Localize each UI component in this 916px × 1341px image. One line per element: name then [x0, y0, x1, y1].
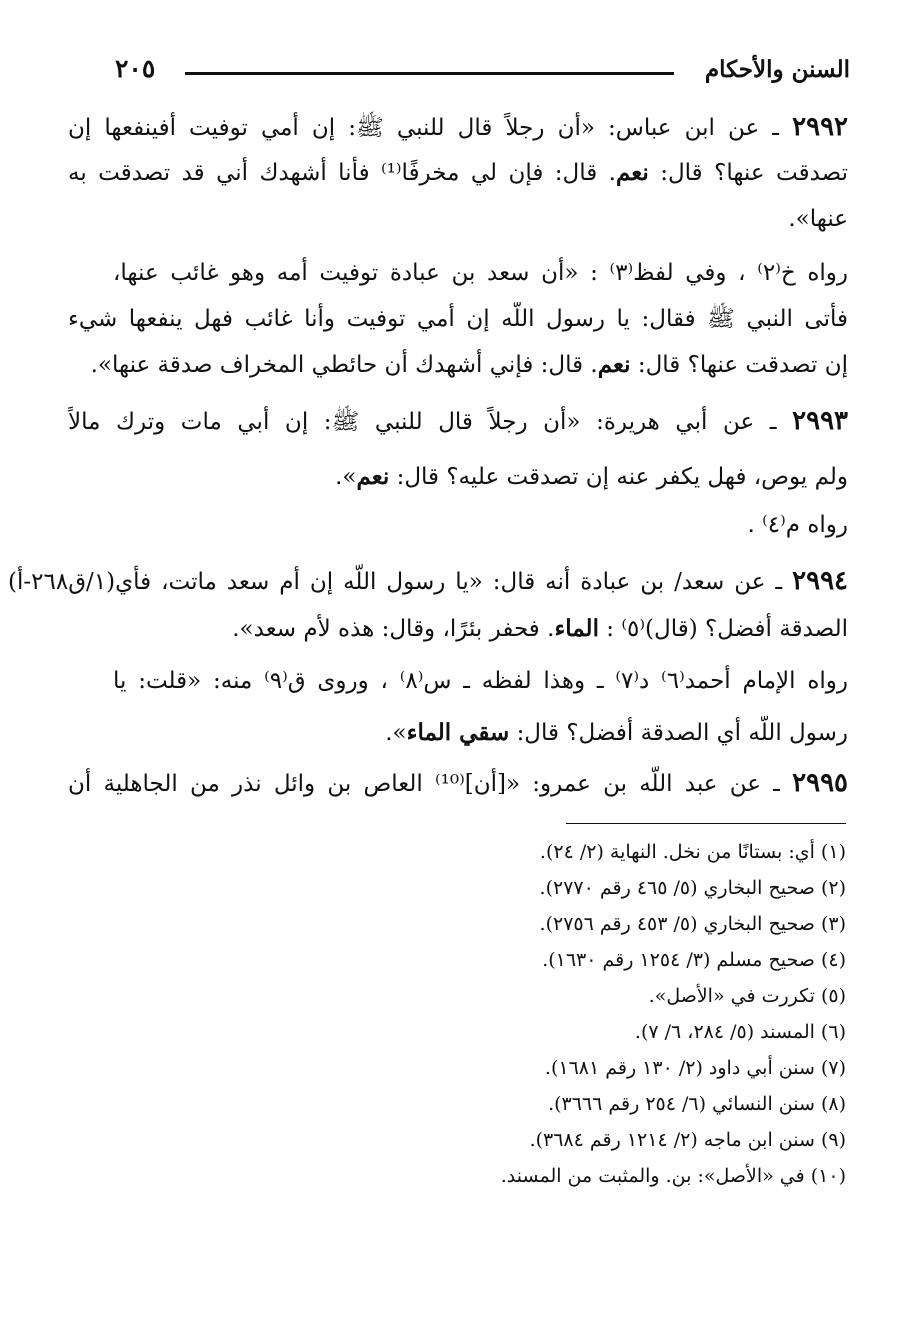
- narration-text: . قال: فإني أشهدك أن حائطي المخراف صدقة عنها».: [90, 352, 598, 378]
- narration-2992-line-1: [113, 256, 848, 290]
- footnote-2: (٢) صحيح البخاري (٥/ ٤٦٥ رقم ٢٧٧٠).: [539, 877, 846, 899]
- footnote-1: (١) أي: بستانًا من نخل. النهاية (٢/ ٢٤).: [539, 841, 846, 863]
- narration-text: إن تصدقت عنها؟ قال:: [637, 352, 848, 378]
- hadith-emphasis: الماء: [554, 615, 599, 642]
- narration-2992-line-2: [68, 302, 848, 336]
- hadith-text: ـ عن عبد اللّه بن عمرو: «[أن]⁽¹⁰⁾ العاص بن وائل نذر من الجاهلية أن: [68, 771, 780, 797]
- footnote-10: (١٠) في «الأصل»: بن. والمثبت من المسند.: [500, 1165, 846, 1187]
- hadith-2992-line-2: [68, 156, 848, 190]
- hadith-text: ـ عن أبي هريرة: «أن رجلاً قال للنبي ﷺ: إن أبي مات وترك مالاً: [68, 409, 777, 435]
- hadith-2993-line-1: [68, 404, 848, 439]
- hadith-text: عنها».: [788, 206, 848, 232]
- hadith-2994-line-1: [8, 564, 848, 599]
- hadith-emphasis: نعم: [356, 463, 390, 490]
- narration-text: رواه م⁽٤⁾ .: [747, 512, 848, 538]
- narration-emphasis: نعم: [597, 351, 631, 378]
- narration-2993-line-1: [113, 508, 848, 542]
- hadith-text: الصدقة أفضل؟ (قال)⁽٥⁾ :: [606, 616, 848, 642]
- footnote-3: (٣) صحيح البخاري (٥/ ٤٥٣ رقم ٢٧٥٦).: [539, 913, 846, 935]
- footnote-9: (٩) سنن ابن ماجه (٢/ ١٢١٤ رقم ٣٦٨٤).: [529, 1129, 846, 1151]
- hadith-text: ـ عن ابن عباس: «أن رجلاً قال للنبي ﷺ: إن أمي توفيت أفينفعها إن: [68, 115, 780, 141]
- header-rule: [185, 72, 674, 75]
- hadith-text: ولم يوص، فهل يكفر عنه إن تصدقت عليه؟ قال:: [396, 464, 848, 490]
- hadith-number: ٢٩٩٢: [792, 112, 848, 142]
- narration-text: رسول اللّه أي الصدقة أفضل؟ قال:: [516, 720, 848, 746]
- hadith-emphasis: نعم: [615, 159, 649, 186]
- hadith-2993-line-2: [68, 460, 848, 494]
- running-header: [115, 56, 850, 96]
- page-number: ٢٠٥: [115, 54, 156, 83]
- hadith-text: ».: [335, 464, 357, 490]
- narration-emphasis: سقي الماء: [406, 719, 510, 746]
- hadith-number: ٢٩٩٥: [792, 768, 848, 798]
- narration-text: فأتى النبي ﷺ فقال: يا رسول اللّه إن أمي توفيت وأنا غائب فهل ينفعها شيء: [68, 306, 848, 332]
- hadith-text: . فحفر بئرًا، وقال: هذه لأم سعد».: [232, 616, 555, 642]
- hadith-2995-line-1: [68, 766, 848, 801]
- narration-2994-line-1: [113, 664, 848, 698]
- footnote-8: (٨) سنن النسائي (٦/ ٢٥٤ رقم ٣٦٦٦).: [548, 1093, 846, 1115]
- footnote-7: (٧) سنن أبي داود (٢/ ١٣٠ رقم ١٦٨١).: [544, 1057, 846, 1079]
- footnote-4: (٤) صحيح مسلم (٣/ ١٢٥٤ رقم ١٦٣٠).: [542, 949, 846, 971]
- hadith-number: ٢٩٩٣: [792, 406, 848, 436]
- hadith-text: ـ عن سعد/ بن عبادة أنه قال: «يا رسول اللّه إن أم سعد ماتت، فأي(١/ق٢٦٨-أ): [8, 569, 783, 595]
- narration-2994-line-2: [68, 716, 848, 750]
- hadith-2992-line-1: [68, 110, 848, 145]
- narration-2992-line-3: [68, 348, 848, 382]
- hadith-2994-line-2: [68, 612, 848, 646]
- narration-text: رواه الإمام أحمد⁽٦⁾ د⁽٧⁾ ـ وهذا لفظه ـ س⁽٨⁾ ، وروى ق⁽٩⁾ منه: «قلت: يا: [113, 668, 848, 694]
- hadith-text: تصدقت عنها؟ قال:: [660, 160, 848, 186]
- footnote-6: (٦) المسند (٥/ ٢٨٤، ٦/ ٧).: [634, 1021, 846, 1043]
- narration-text: ».: [385, 720, 407, 746]
- header-title: السنن والأحكام: [704, 56, 850, 83]
- hadith-text: . قال: فإن لي مخرفًا⁽¹⁾ فأنا أشهدك أني قد تصدقت به: [68, 160, 616, 186]
- hadith-2992-line-3: [68, 202, 848, 236]
- footnote-separator: [566, 823, 846, 824]
- footnote-5: (٥) تكررت في «الأصل».: [648, 985, 846, 1007]
- hadith-number: ٢٩٩٤: [792, 566, 848, 596]
- narration-text: رواه خ⁽٢⁾ ، وفي لفظ⁽٣⁾ : «أن سعد بن عبادة توفيت أمه وهو غائب عنها،: [113, 260, 848, 286]
